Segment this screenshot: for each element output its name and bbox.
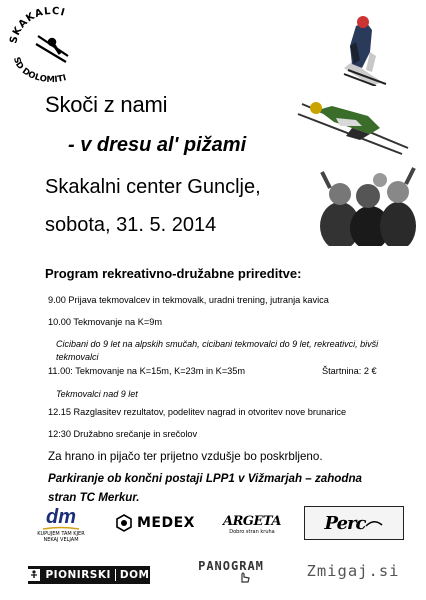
event-date: sobota, 31. 5. 2014 <box>45 214 217 236</box>
food-info: Za hrano in pijačo ter prijetno vzdušje bo poskrbljeno. <box>48 450 323 463</box>
parking-info: Parkiranje ob končni postaji LPP1 v Vižmarjah – zahodna stran TC Merkur. <box>48 472 362 504</box>
event-subtitle: - v dresu al' pižami <box>68 134 247 156</box>
program-row: 12:30 Družabno srečanje in srečolov <box>48 429 198 439</box>
sponsor-pionirski-dom-logo <box>28 566 150 584</box>
sponsor-zmigaj-logo <box>304 558 402 584</box>
perc-car-icon <box>365 518 383 528</box>
entry-fee: Štartnina: 2 € <box>322 366 377 376</box>
program-heading: Program rekreativno-družabne prireditve: <box>45 266 302 281</box>
ski-jumper-icon <box>36 36 68 62</box>
medex-bee-icon <box>115 514 133 532</box>
pionirski-divider <box>115 569 116 581</box>
club-logo <box>6 4 98 84</box>
program-note: Tekmovalci nad 9 let <box>56 389 138 399</box>
pionirski-left-text: PIONIRSKI <box>45 569 111 581</box>
crowd-photo <box>318 166 418 246</box>
sponsor-perc-logo <box>304 506 404 540</box>
program-row: 11.00: Tekmovanje na K=15m, K=23m in K=35m <box>48 366 246 376</box>
event-venue: Skakalni center Gunclje, <box>45 176 261 198</box>
club-logo-top-text: SKAKALCI <box>8 5 67 45</box>
argeta-tagline: Dobro stran kruha <box>229 528 275 535</box>
program-row: 9.00 Prijava tekmovalcev in tekmovalk, uradni trening, jutranja kavica <box>48 295 329 305</box>
event-title: Skoči z nami <box>45 92 168 117</box>
argeta-wordmark: ARGETA <box>223 513 281 529</box>
ski-jumper-photo-top <box>326 12 392 86</box>
hand-cursor-icon <box>238 571 252 583</box>
club-logo-bottom-text: SD DOLOMITI <box>10 56 68 84</box>
dm-logo-mark: dm <box>46 505 76 528</box>
sponsor-panogram-logo <box>188 556 274 586</box>
medex-wordmark: MEDEX <box>137 515 195 531</box>
ski-jumper-photo-flight <box>296 96 414 156</box>
program-row: 12.15 Razglasitev rezultatov, podelitev nagrad in otvoritev nove brunarice <box>48 407 347 417</box>
panogram-wordmark: PANOGRAM <box>198 559 264 573</box>
dm-tagline: KUPUJEM TAM KJER NEKAJ VELJAM <box>37 530 85 543</box>
perc-wordmark: Perc <box>324 512 366 534</box>
program-row: 10.00 Tekmovanje na K=9m <box>48 317 162 327</box>
sponsor-medex-logo <box>114 510 196 536</box>
sponsor-argeta-logo <box>220 510 284 538</box>
pionirski-right-text: DOM <box>119 569 150 581</box>
zmigaj-wordmark: Zmigaj.si <box>306 562 400 580</box>
pionirski-figure-icon <box>28 569 40 581</box>
program-note: Cicibani do 9 let na alpskih smučah, cicibani tekmovalci do 9 let, rekreativci, bivši tekmovalci <box>56 339 379 362</box>
sponsor-dm-logo <box>30 506 92 544</box>
